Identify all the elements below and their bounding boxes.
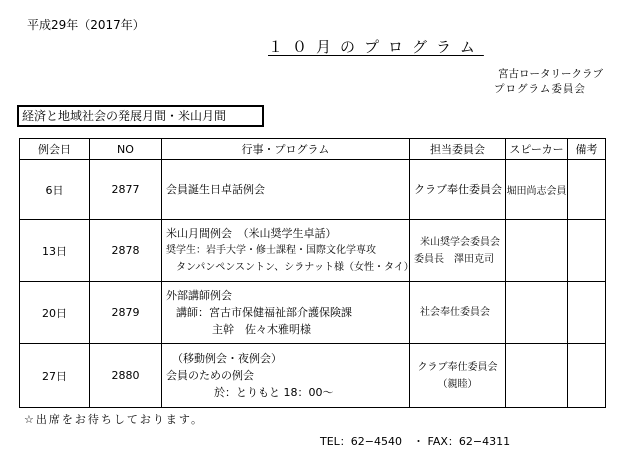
program-line: 会員誕生日卓話例会 [166,183,265,196]
contact-info: TEL：62−4540 ・ FAX：62−4311 [320,435,511,448]
table-row [20,282,606,344]
table-row [20,344,606,408]
program-table [19,138,606,408]
era-date: 平成29年（2017年） [27,18,145,32]
col-header-note: 備考 [568,139,606,160]
table-header-row [20,139,606,160]
col-header-program: 行事・プログラム [162,139,410,160]
program-line: 会員のための例会 [166,369,254,382]
row-committee [410,220,506,282]
row-committee [410,160,506,220]
table-row [20,160,606,220]
program-line: 奨学生：岩手大学・修士課程・国際文化学専攻 [166,245,376,256]
committee-name: プログラム委員会 [494,83,586,95]
col-header-speaker: スピーカー [506,139,568,160]
row-speaker [506,282,568,344]
row-date: 6日 [20,160,90,220]
row-date: 20日 [20,282,90,344]
committee-line: クラブ奉仕委員会 [414,183,502,196]
row-speaker [506,220,568,282]
table-row [20,220,606,282]
row-program [162,344,410,408]
committee-line: クラブ奉仕委員会 [417,361,498,373]
row-no: 2879 [90,282,162,344]
row-speaker: 堀田尚志会員 [506,160,568,220]
program-line: 主幹 佐々木雅明様 [212,323,311,336]
row-no: 2878 [90,220,162,282]
row-note [568,160,606,220]
row-program [162,160,410,220]
col-header-no: NO [90,139,162,160]
program-line: 於：とりもと 18：00～ [214,386,334,399]
page-title: １０月のプログラム [268,38,484,56]
row-committee [410,344,506,408]
row-program [162,282,410,344]
row-no: 2877 [90,160,162,220]
committee-line: 社会奉仕委員会 [420,307,490,318]
organization-name: 宮古ロータリークラブ [498,68,603,80]
row-program [162,220,414,282]
attendance-note: ☆出席をお待ちしております。 [24,413,204,426]
row-no: 2880 [90,344,162,408]
row-speaker [506,344,568,408]
row-note [568,282,606,344]
row-note [568,344,606,408]
row-date: 13日 [20,220,90,282]
row-committee [410,282,506,344]
program-line: タンパンペンスントン、シラナット様（女性・タイ） [176,262,414,273]
program-line: 外部講師例会 [166,289,232,302]
month-theme-box [17,105,264,127]
row-note [568,220,606,282]
committee-line: （親睦） [437,378,478,390]
program-line: 講師：宮古市保健福祉部介護保険課 [176,306,352,319]
committee-line: 委員長 澤田克司 [414,253,494,265]
committee-line: 米山奨学会委員会 [420,236,500,248]
program-line: （移動例会・夜例会） [172,352,282,365]
col-header-committee: 担当委員会 [410,139,506,160]
col-header-date: 例会日 [20,139,90,160]
row-date: 27日 [20,344,90,408]
month-theme: 経済と地域社会の発展月間・米山月間 [22,109,227,123]
program-line: 米山月間例会 （米山奨学生卓話） [166,227,337,240]
